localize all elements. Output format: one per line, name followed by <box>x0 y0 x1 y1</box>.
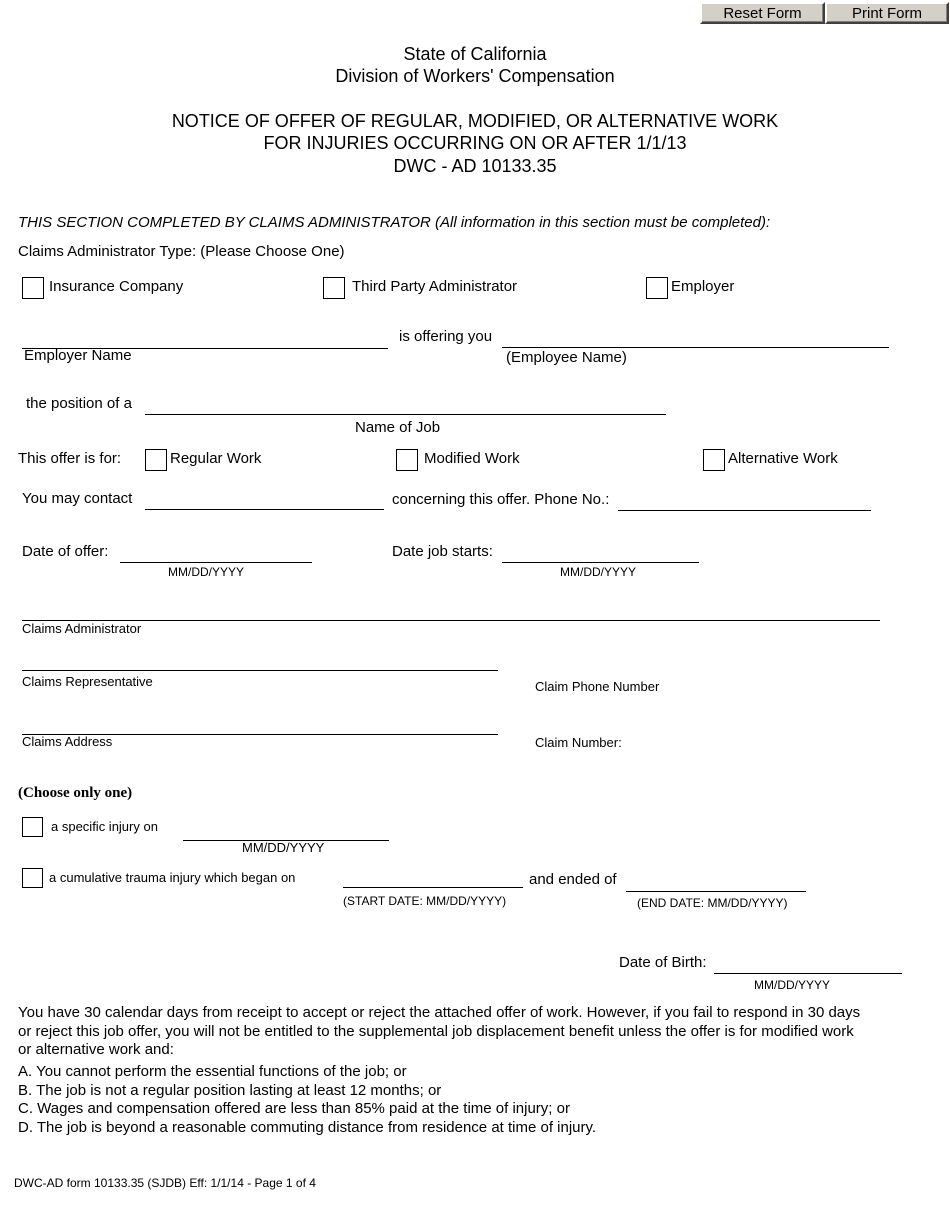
claims-address-input[interactable] <box>22 714 498 734</box>
employer-name-label: Employer Name <box>24 347 132 364</box>
employer-checkbox[interactable] <box>646 277 668 299</box>
job-name-input[interactable] <box>145 394 666 414</box>
claims-administrator-label: Claims Administrator <box>22 621 142 636</box>
employee-name-input[interactable] <box>502 327 889 347</box>
claim-phone-label: Claim Phone Number <box>535 679 660 694</box>
notice-item-d: D. The job is beyond a reasonable commuting distance from residence at time of injury. <box>18 1119 597 1136</box>
claims-representative-label: Claims Representative <box>22 674 153 689</box>
date-of-birth-line <box>714 973 902 974</box>
phone-number-line <box>618 510 871 511</box>
claim-phone-input[interactable] <box>672 675 882 695</box>
date-of-offer-line <box>120 562 312 563</box>
date-of-birth-label: Date of Birth: <box>619 954 707 971</box>
employee-name-label: (Employee Name) <box>506 349 627 366</box>
trauma-start-date-line <box>343 887 523 888</box>
form-title-line2: FOR INJURIES OCCURRING ON OR AFTER 1/1/13 <box>263 133 687 153</box>
reset-form-button[interactable]: Reset Form <box>700 2 825 24</box>
employee-name-line <box>502 347 889 348</box>
date-job-starts-input[interactable] <box>502 542 699 562</box>
alternative-work-label: Alternative Work <box>728 450 838 467</box>
trauma-end-format: (END DATE: MM/DD/YYYY) <box>637 896 788 910</box>
job-name-label: Name of Job <box>355 419 441 436</box>
date-of-offer-label: Date of offer: <box>22 543 109 560</box>
modified-work-checkbox[interactable] <box>396 449 418 471</box>
trauma-end-date-line <box>626 891 806 892</box>
claims-representative-line <box>22 670 498 671</box>
date-job-starts-format: MM/DD/YYYY <box>560 565 637 579</box>
choose-only-one-label: (Choose only one) <box>18 785 133 801</box>
date-of-offer-format: MM/DD/YYYY <box>168 565 245 579</box>
contact-label: You may contact <box>22 490 133 507</box>
specific-injury-checkbox[interactable] <box>22 817 43 837</box>
specific-injury-format: MM/DD/YYYY <box>242 840 325 855</box>
date-of-offer-input[interactable] <box>120 542 312 562</box>
is-offering-label: is offering you <box>399 328 493 345</box>
cumulative-trauma-label: a cumulative trauma injury which began on <box>49 870 296 885</box>
state-title: State of California <box>403 44 547 64</box>
trauma-start-date-input[interactable] <box>343 867 523 887</box>
form-number: DWC - AD 10133.35 <box>393 156 557 176</box>
third-party-admin-label: Third Party Administrator <box>352 278 518 295</box>
claims-administrator-line <box>22 620 880 621</box>
section-heading: THIS SECTION COMPLETED BY CLAIMS ADMINISTRATOR (All information in this section must be completed): <box>18 214 771 231</box>
specific-injury-label: a specific injury on <box>51 819 158 834</box>
date-job-starts-line <box>502 562 699 563</box>
claims-representative-input[interactable] <box>22 650 498 670</box>
trauma-start-format: (START DATE: MM/DD/YYYY) <box>343 894 507 908</box>
trauma-end-date-input[interactable] <box>626 871 806 891</box>
claims-address-label: Claims Address <box>22 734 113 749</box>
cumulative-trauma-checkbox[interactable] <box>22 868 43 888</box>
form-title-line1: NOTICE OF OFFER OF REGULAR, MODIFIED, OR ALTERNATIVE WORK <box>171 111 779 131</box>
third-party-admin-checkbox[interactable] <box>323 277 345 299</box>
form-footer: DWC-AD form 10133.35 (SJDB) Eff: 1/1/14 - Page 1 of 4 <box>14 1176 316 1190</box>
claims-administrator-input[interactable] <box>22 600 880 620</box>
concerning-label: concerning this offer. Phone No.: <box>392 491 610 508</box>
date-of-birth-input[interactable] <box>714 953 902 973</box>
job-name-line <box>145 414 666 415</box>
ended-of-label: and ended of <box>529 871 617 888</box>
division-title: Division of Workers' Compensation <box>335 66 615 86</box>
regular-work-checkbox[interactable] <box>145 449 167 471</box>
phone-number-input[interactable] <box>618 490 871 510</box>
position-label: the position of a <box>26 395 132 412</box>
specific-injury-date-input[interactable] <box>183 820 389 840</box>
employer-name-input[interactable] <box>22 328 388 348</box>
notice-paragraph: You have 30 calendar days from receipt to accept or reject the attached offer of work. However, if you fail to respond in 30 days or reject this job offer, you will not be entitled to the supplemental job displacement benefit unless the offer is for modified work or alternative work and: <box>18 1004 861 1058</box>
employer-label: Employer <box>671 278 735 295</box>
notice-item-b: B. The job is not a regular position lasting at least 12 months; or <box>18 1082 442 1099</box>
modified-work-label: Modified Work <box>424 450 520 467</box>
contact-name-line <box>145 509 384 510</box>
date-of-birth-format: MM/DD/YYYY <box>754 978 831 992</box>
offer-for-label: This offer is for: <box>18 450 122 467</box>
alternative-work-checkbox[interactable] <box>703 449 725 471</box>
notice-item-c: C. Wages and compensation offered are less than 85% paid at the time of injury; or <box>18 1100 570 1117</box>
insurance-company-checkbox[interactable] <box>22 277 44 299</box>
print-form-button[interactable]: Print Form <box>825 2 949 24</box>
admin-type-label: Claims Administrator Type: (Please Choose One) <box>18 243 345 260</box>
insurance-company-label: Insurance Company <box>49 278 184 295</box>
claim-number-label: Claim Number: <box>535 735 622 750</box>
claim-number-input[interactable] <box>632 731 882 751</box>
regular-work-label: Regular Work <box>170 450 262 467</box>
notice-item-a: A. You cannot perform the essential functions of the job; or <box>18 1063 407 1080</box>
date-job-starts-label: Date job starts: <box>392 543 493 560</box>
contact-name-input[interactable] <box>145 489 384 509</box>
